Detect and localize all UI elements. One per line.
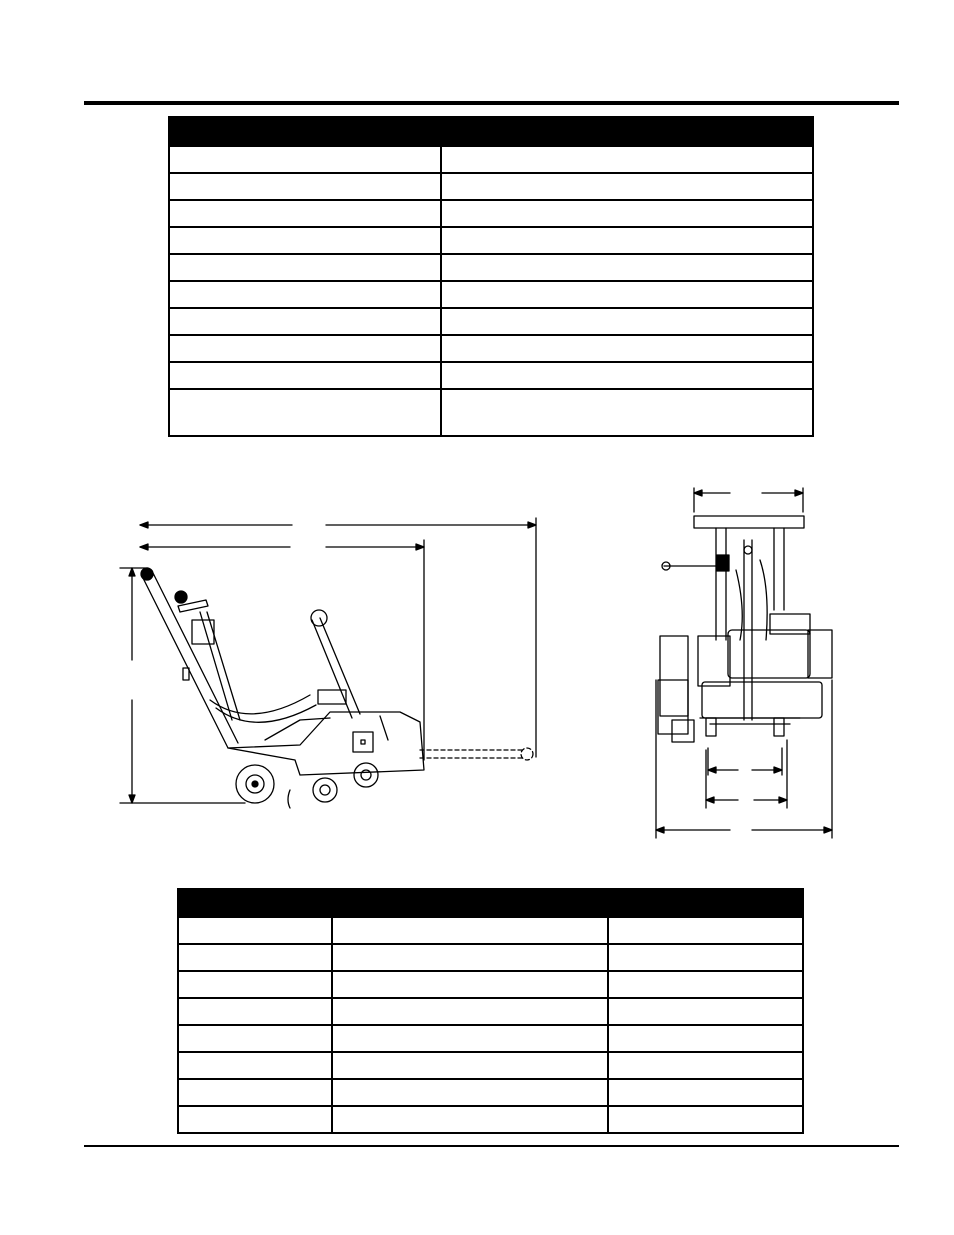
dimension-header-cell bbox=[332, 889, 608, 917]
table-row bbox=[178, 1025, 803, 1052]
dimension-header-cell bbox=[178, 889, 332, 917]
saw-rear-body bbox=[658, 516, 832, 742]
table-row bbox=[178, 1052, 803, 1079]
dimensions-table bbox=[177, 888, 804, 1134]
table-row bbox=[178, 1106, 803, 1133]
dimension-key-cell bbox=[178, 917, 332, 944]
dimension-value-cell bbox=[608, 917, 803, 944]
dimension-desc-cell bbox=[332, 1106, 608, 1133]
dimension-key-cell bbox=[178, 1106, 332, 1133]
dimension-value-cell bbox=[608, 998, 803, 1025]
dimension-desc-cell bbox=[332, 1025, 608, 1052]
dimension-key-cell bbox=[178, 1052, 332, 1079]
outer-track-dimension bbox=[706, 740, 787, 808]
dimension-desc-cell bbox=[332, 917, 608, 944]
dimension-key-cell bbox=[178, 1079, 332, 1106]
inner-track-dimension bbox=[708, 748, 782, 775]
table-row bbox=[178, 971, 803, 998]
dimension-key-cell bbox=[178, 1025, 332, 1052]
dimension-desc-cell bbox=[332, 944, 608, 971]
table-row bbox=[178, 944, 803, 971]
dimension-value-cell bbox=[608, 971, 803, 998]
dimension-desc-cell bbox=[332, 998, 608, 1025]
dimension-desc-cell bbox=[332, 971, 608, 998]
table-row bbox=[178, 1079, 803, 1106]
dimension-value-cell bbox=[608, 1025, 803, 1052]
table-row bbox=[178, 917, 803, 944]
dimension-value-cell bbox=[608, 944, 803, 971]
dimension-key-cell bbox=[178, 944, 332, 971]
handle-width-dimension bbox=[694, 488, 803, 512]
dimension-desc-cell bbox=[332, 1079, 608, 1106]
table-row bbox=[178, 998, 803, 1025]
dimension-key-cell bbox=[178, 998, 332, 1025]
dimension-header-cell bbox=[608, 889, 803, 917]
dimension-value-cell bbox=[608, 1106, 803, 1133]
dimension-desc-cell bbox=[332, 1052, 608, 1079]
dimension-value-cell bbox=[608, 1052, 803, 1079]
dimension-key-cell bbox=[178, 971, 332, 998]
dimension-value-cell bbox=[608, 1079, 803, 1106]
dimension-table-header bbox=[178, 889, 803, 917]
footer-rule bbox=[84, 1145, 899, 1147]
